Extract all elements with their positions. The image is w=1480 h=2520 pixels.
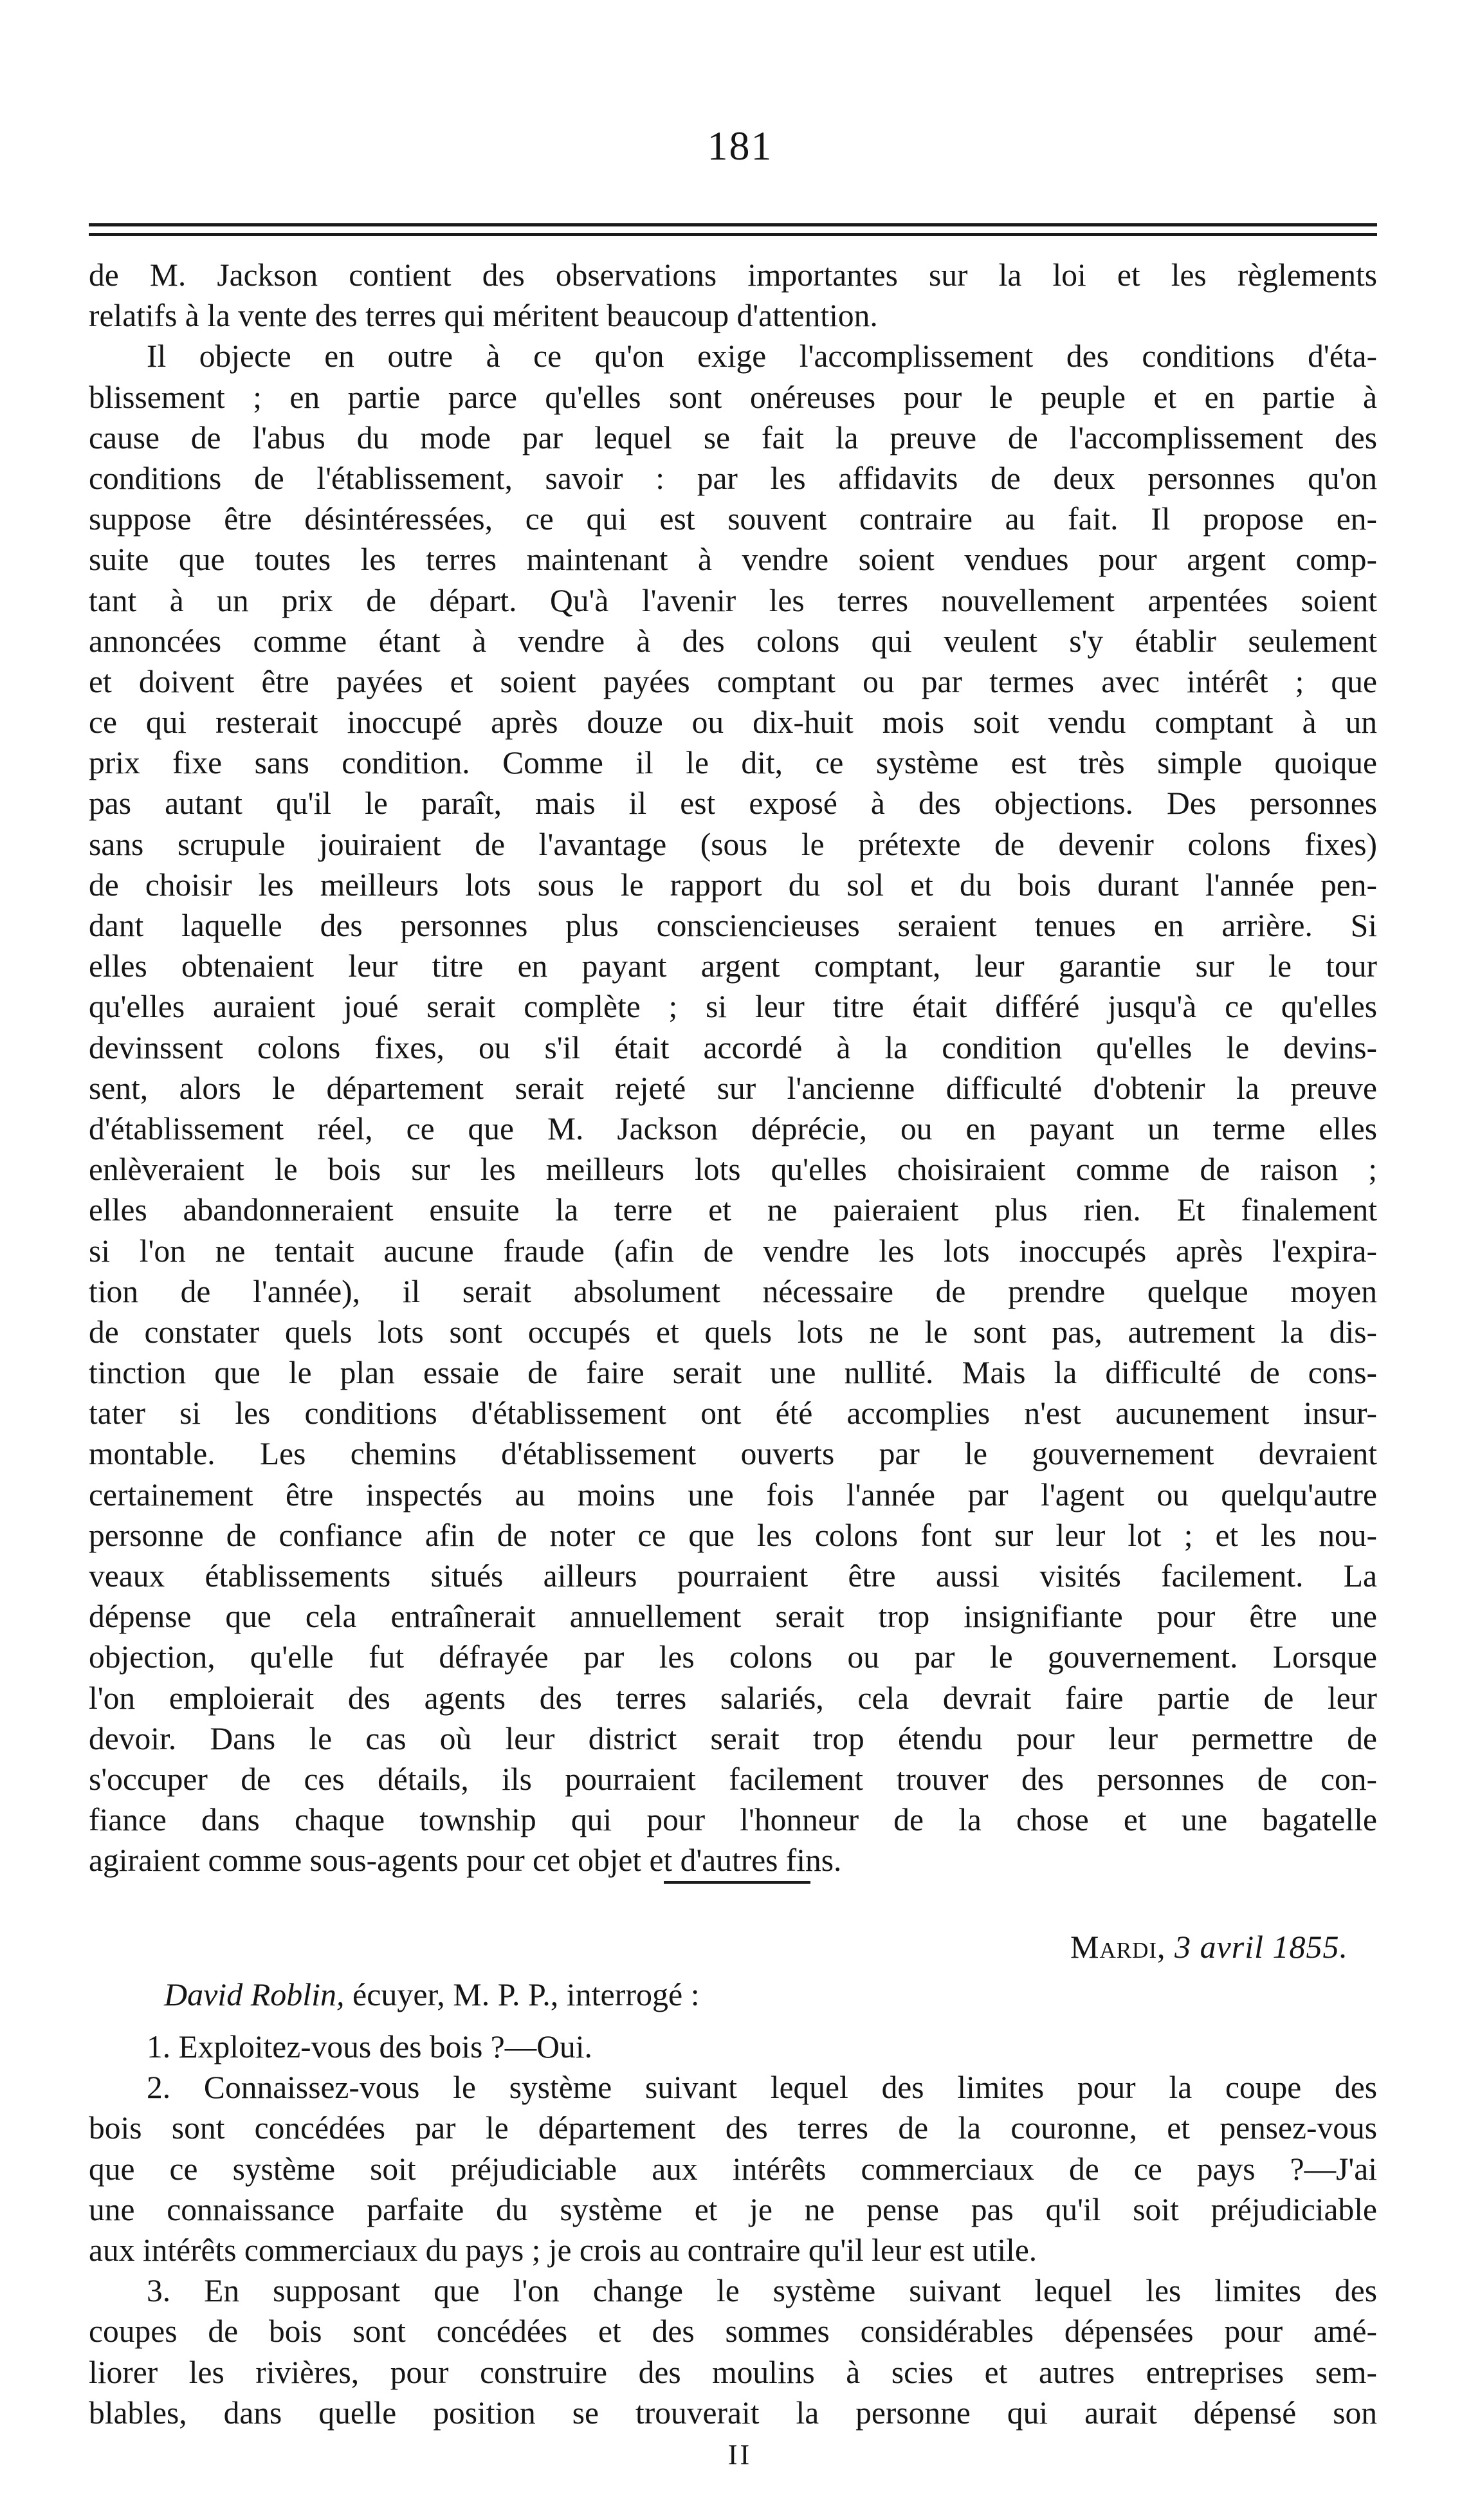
text-line: annoncées comme étant à vendre à des colons qui veulent s'y établir seulement	[89, 623, 1377, 659]
qa-line: coupes de bois sont concédées et des sommes considérables dépensées pour amé-	[89, 2313, 1377, 2350]
text-line: sent, alors le département serait rejeté sur l'ancienne difficulté d'obtenir la preuve	[89, 1070, 1377, 1106]
main-paragraph	[89, 255, 1377, 1881]
witness-name: David Roblin,	[164, 1976, 345, 2012]
text-line: devoir. Dans le cas où leur district serait trop étendu pour leur permettre de	[89, 1720, 1377, 1756]
text-line: certainement être inspectés au moins une fois l'année par l'agent ou quelqu'autre	[89, 1476, 1377, 1513]
text-line: tinction que le plan essaie de faire serait une nullité. Mais la difficulté de cons-	[89, 1355, 1377, 1391]
session-date	[1070, 1928, 1348, 1965]
text-line: veaux établissements situés ailleurs pourraient être aussi visités facilement. La	[89, 1558, 1377, 1594]
qa-line: blables, dans quelle position se trouverait la personne qui aurait dépensé son	[89, 2395, 1377, 2431]
header-rule-bottom	[89, 233, 1377, 236]
text-line: tant à un prix de départ. Qu'à l'avenir les terres nouvellement arpentées soient	[89, 582, 1377, 618]
text-line: si l'on ne tentait aucune fraude (afin de vendre les lots inoccupés après l'expira-	[89, 1233, 1377, 1269]
printer-signature-mark: II	[727, 2439, 753, 2470]
text-line: d'établissement réel, ce que M. Jackson déprécie, ou en payant un terme elles	[89, 1110, 1377, 1146]
text-line: conditions de l'établissement, savoir : par les affidavits de deux personnes qu'on	[89, 460, 1377, 496]
qa-line: 2. Connaissez-vous le système suivant lequel des limites pour la coupe des	[147, 2070, 1377, 2106]
text-line: dant laquelle des personnes plus consciencieuses seraient tenues en arrière. Si	[89, 908, 1377, 943]
text-line: dépense que cela entraînerait annuellement serait trop insignifiante pour être une	[89, 1599, 1377, 1635]
text-line: personne de confiance afin de noter ce que les colons font sur leur lot ; et les nou-	[89, 1517, 1377, 1553]
header-rule-top	[89, 223, 1377, 226]
date-day: Mardi,	[1070, 1929, 1166, 1965]
text-line: de constater quels lots sont occupés et quels lots ne le sont pas, autrement la dis-	[89, 1314, 1377, 1350]
qa-line: 3. En supposant que l'on change le système suivant lequel les limites des	[147, 2273, 1377, 2309]
text-line: Il objecte en outre à ce qu'on exige l'accomplissement des conditions d'éta-	[147, 338, 1377, 374]
text-line: suppose être désintéressées, ce qui est souvent contraire au fait. Il propose en-	[89, 501, 1377, 537]
text-line: ce qui resterait inoccupé après douze ou dix-huit mois soit vendu comptant à un	[89, 704, 1377, 740]
text-line: tater si les conditions d'établissement ont été accomplies n'est aucunement insur-	[89, 1395, 1377, 1431]
text-line: de choisir les meilleurs lots sous le rapport du sol et du bois durant l'année pen-	[89, 867, 1377, 903]
text-line: blissement ; en partie parce qu'elles sont onéreuses pour le peuple et en partie à	[89, 379, 1377, 415]
text-line: de M. Jackson contient des observations importantes sur la loi et les règlements	[89, 257, 1377, 293]
text-line: suite que toutes les terres maintenant à vendre soient vendues pour argent comp-	[89, 542, 1377, 578]
text-line: cause de l'abus du mode par lequel se fait la preuve de l'accomplissement des	[89, 419, 1377, 455]
text-line: tion de l'année), il serait absolument nécessaire de prendre quelque moyen	[89, 1273, 1377, 1309]
qa-line: liorer les rivières, pour construire des moulins à scies et autres entreprises sem-	[89, 2354, 1377, 2390]
qa-line: aux intérêts commerciaux du pays ; je crois au contraire qu'il leur est utile.	[89, 2232, 1037, 2268]
page-number: 181	[707, 123, 773, 169]
text-line: devinssent colons fixes, ou s'il était accordé à la condition qu'elles le devins-	[89, 1029, 1377, 1065]
date-rest: 3 avril 1855.	[1174, 1929, 1348, 1965]
questions-and-answers	[89, 2027, 1377, 2433]
qa-line: que ce système soit préjudiciable aux intérêts commerciaux de ce pays ?—J'ai	[89, 2151, 1377, 2187]
text-line: prix fixe sans condition. Comme il le dit, ce système est très simple quoique	[89, 745, 1377, 781]
section-separator	[664, 1881, 810, 1884]
text-line: l'on emploierait des agents des terres salariés, cela devrait faire partie de leur	[89, 1680, 1377, 1716]
text-line: qu'elles auraient joué serait complète ; si leur titre était différé jusqu'à ce qu'elles	[89, 989, 1377, 1025]
text-line: relatifs à la vente des terres qui méritent beaucoup d'attention.	[89, 298, 878, 334]
text-line: pas autant qu'il le paraît, mais il est exposé à des objections. Des personnes	[89, 786, 1377, 822]
text-line: et doivent être payées et soient payées comptant ou par termes avec intérêt ; que	[89, 663, 1377, 699]
text-line: elles abandonneraient ensuite la terre et ne paieraient plus rien. Et finalement	[89, 1192, 1377, 1228]
witness-line	[164, 1976, 700, 2013]
text-line: enlèveraient le bois sur les meilleurs lots qu'elles choisiraient comme de raison ;	[89, 1152, 1377, 1188]
witness-title: écuyer, M. P. P., interrogé :	[344, 1976, 700, 2012]
text-line: elles obtenaient leur titre en payant argent comptant, leur garantie sur le tour	[89, 948, 1377, 984]
qa-line: bois sont concédées par le département des terres de la couronne, et pensez-vous	[89, 2110, 1377, 2146]
text-line: sans scrupule jouiraient de l'avantage (sous le prétexte de devenir colons fixes)	[89, 826, 1377, 862]
text-line: fiance dans chaque township qui pour l'honneur de la chose et une bagatelle	[89, 1802, 1377, 1838]
text-line: objection, qu'elle fut défrayée par les colons ou par le gouvernement. Lorsque	[89, 1639, 1377, 1675]
text-line: montable. Les chemins d'établissement ouverts par le gouvernement devraient	[89, 1436, 1377, 1472]
text-line: s'occuper de ces détails, ils pourraient facilement trouver des personnes de con-	[89, 1761, 1377, 1797]
text-line: agiraient comme sous-agents pour cet objet et d'autres fins.	[89, 1843, 842, 1879]
qa-line: une connaissance parfaite du système et je ne pense pas qu'il soit préjudiciable	[89, 2191, 1377, 2227]
qa-line: 1. Exploitez-vous des bois ?—Oui.	[147, 2029, 592, 2065]
